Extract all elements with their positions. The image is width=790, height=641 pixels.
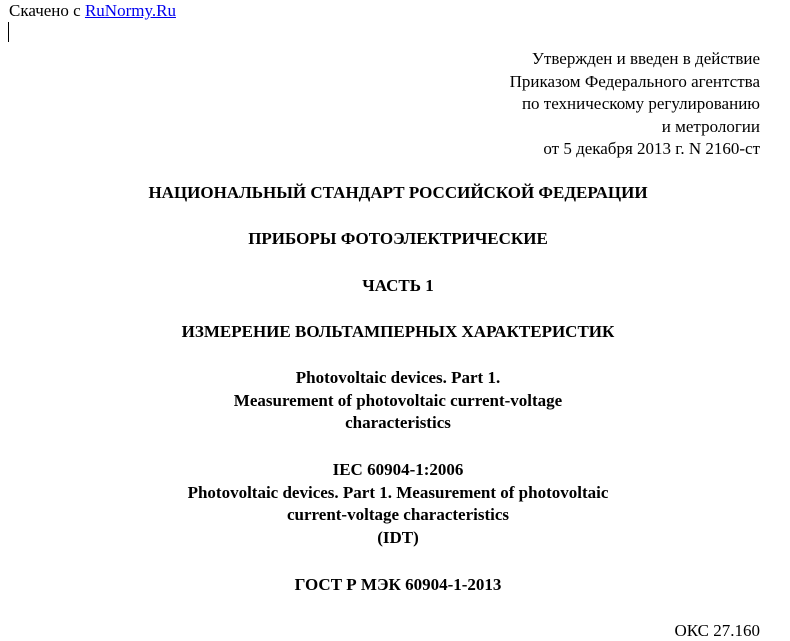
document-part: ЧАСТЬ 1 bbox=[362, 276, 434, 295]
approval-block bbox=[510, 48, 760, 161]
okc-code: ОКС 27.160 bbox=[674, 621, 760, 640]
iec-block bbox=[0, 459, 790, 549]
approval-line: по техническому регулированию bbox=[521, 94, 760, 113]
english-title-line: Measurement of photovoltaic current-voltage bbox=[233, 390, 563, 410]
document-subtitle: ИЗМЕРЕНИЕ ВОЛЬТАМПЕРНЫХ ХАРАКТЕРИСТИК bbox=[181, 322, 615, 341]
download-prefix: Скачено с bbox=[9, 1, 81, 20]
english-title-block bbox=[0, 367, 790, 435]
national-standard-heading: НАЦИОНАЛЬНЫЙ СТАНДАРТ РОССИЙСКОЙ ФЕДЕРАЦИИ bbox=[148, 183, 648, 202]
iec-number: IEC 60904-1:2006 bbox=[332, 460, 464, 479]
english-title-line: Photovoltaic devices. Part 1. bbox=[295, 368, 501, 387]
text-cursor bbox=[8, 22, 9, 42]
iec-title-line: Photovoltaic devices. Part 1. Measurement of photovoltaic bbox=[187, 482, 609, 502]
approval-line: Утвержден и введен в действие bbox=[531, 49, 760, 68]
approval-line: и метрологии bbox=[661, 116, 760, 136]
english-title-line: characteristics bbox=[345, 413, 451, 432]
iec-title-line: current-voltage characteristics bbox=[286, 505, 509, 524]
download-source-line bbox=[9, 1, 176, 21]
approval-line: от 5 декабря 2013 г. N 2160-ст bbox=[543, 139, 760, 158]
document-title: ПРИБОРЫ ФОТОЭЛЕКТРИЧЕСКИЕ bbox=[248, 229, 548, 248]
gost-number: ГОСТ Р МЭК 60904-1-2013 bbox=[294, 575, 502, 594]
approval-line: Приказом Федерального агентства bbox=[509, 71, 760, 91]
iec-idt: (IDT) bbox=[377, 527, 419, 547]
runormy-link[interactable]: RuNormy.Ru bbox=[84, 1, 176, 20]
